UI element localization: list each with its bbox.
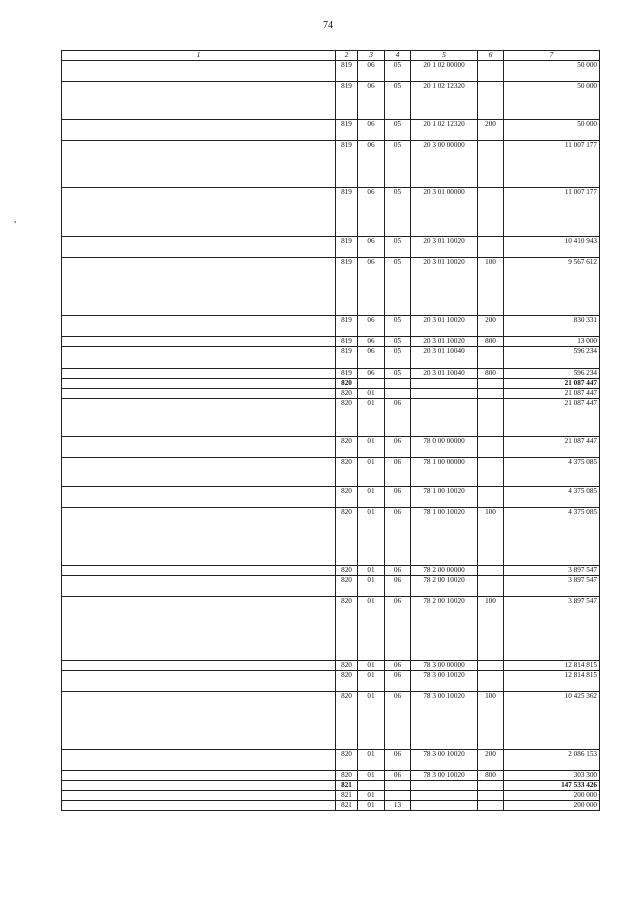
cell-target-article-code [411, 378, 478, 388]
cell-amount: 12 814 815 [504, 670, 600, 691]
cell-subsection-code: 05 [385, 336, 411, 346]
cell-subsection-code: 06 [385, 660, 411, 670]
cell-section-code: 01 [358, 749, 385, 770]
cell-expense-type-code [478, 388, 504, 398]
cell-section-code: 01 [358, 565, 385, 575]
cell-expense-type-code: 200 [478, 315, 504, 336]
cell-expense-type-code [478, 790, 504, 800]
cell-section-code: 06 [358, 336, 385, 346]
cell-description [62, 780, 336, 790]
cell-section-code: 01 [358, 457, 385, 486]
table-row [62, 660, 600, 670]
cell-amount: 50 000 [504, 119, 600, 140]
cell-target-article-code: 78 2 00 10020 [411, 575, 478, 596]
cell-section-code: 01 [358, 660, 385, 670]
cell-department-code: 819 [336, 346, 358, 368]
cell-target-article-code: 78 0 00 00000 [411, 436, 478, 457]
cell-department-code: 819 [336, 368, 358, 378]
cell-subsection-code: 06 [385, 457, 411, 486]
cell-subsection-code: 06 [385, 596, 411, 660]
cell-target-article-code: 20 3 01 10040 [411, 346, 478, 368]
cell-expense-type-code: 100 [478, 596, 504, 660]
cell-target-article-code [411, 800, 478, 810]
cell-description [62, 596, 336, 660]
cell-amount: 200 000 [504, 790, 600, 800]
cell-expense-type-code [478, 457, 504, 486]
table-row [62, 670, 600, 691]
margin-mark: , [14, 214, 17, 224]
cell-target-article-code: 78 3 00 10020 [411, 670, 478, 691]
table-header-row [62, 51, 600, 61]
cell-section-code: 01 [358, 388, 385, 398]
cell-target-article-code: 78 3 00 00000 [411, 660, 478, 670]
header-col-3: 3 [358, 51, 385, 61]
cell-description [62, 790, 336, 800]
table-row [62, 81, 600, 119]
cell-section-code: 06 [358, 119, 385, 140]
cell-description [62, 457, 336, 486]
cell-amount: 303 300 [504, 770, 600, 780]
table-row [62, 780, 600, 790]
table-row [62, 187, 600, 236]
cell-target-article-code: 20 1 02 12320 [411, 81, 478, 119]
cell-department-code: 820 [336, 575, 358, 596]
cell-expense-type-code [478, 140, 504, 187]
cell-target-article-code: 78 3 00 10020 [411, 770, 478, 780]
cell-subsection-code: 06 [385, 507, 411, 565]
cell-expense-type-code [478, 346, 504, 368]
cell-section-code: 06 [358, 368, 385, 378]
cell-description [62, 507, 336, 565]
cell-section-code: 01 [358, 507, 385, 565]
cell-target-article-code: 78 2 00 10020 [411, 596, 478, 660]
cell-subsection-code: 06 [385, 670, 411, 691]
table-row [62, 346, 600, 368]
header-col-4: 4 [385, 51, 411, 61]
cell-amount: 10 410 943 [504, 236, 600, 257]
cell-amount: 3 897 547 [504, 565, 600, 575]
cell-subsection-code: 06 [385, 398, 411, 436]
header-col-7: 7 [504, 51, 600, 61]
table-row [62, 575, 600, 596]
cell-description [62, 81, 336, 119]
table-row [62, 486, 600, 507]
cell-expense-type-code [478, 436, 504, 457]
cell-description [62, 749, 336, 770]
cell-description [62, 257, 336, 315]
cell-description [62, 346, 336, 368]
cell-amount: 4 375 085 [504, 507, 600, 565]
table-row [62, 790, 600, 800]
cell-target-article-code: 20 3 01 10020 [411, 336, 478, 346]
cell-target-article-code [411, 388, 478, 398]
cell-department-code: 820 [336, 457, 358, 486]
header-col-5: 5 [411, 51, 478, 61]
cell-subsection-code: 05 [385, 257, 411, 315]
cell-department-code: 819 [336, 60, 358, 81]
cell-department-code: 820 [336, 770, 358, 780]
cell-subsection-code: 06 [385, 436, 411, 457]
cell-subsection-code: 05 [385, 346, 411, 368]
table-row [62, 119, 600, 140]
cell-section-code: 01 [358, 575, 385, 596]
table-row [62, 565, 600, 575]
cell-department-code: 820 [336, 436, 358, 457]
cell-section-code: 01 [358, 770, 385, 780]
cell-target-article-code: 20 3 01 10020 [411, 315, 478, 336]
cell-target-article-code: 20 3 01 10040 [411, 368, 478, 378]
cell-department-code: 821 [336, 800, 358, 810]
cell-subsection-code: 05 [385, 60, 411, 81]
cell-section-code: 01 [358, 398, 385, 436]
table-row [62, 60, 600, 81]
cell-subsection-code: 05 [385, 368, 411, 378]
cell-department-code: 820 [336, 596, 358, 660]
table-row [62, 457, 600, 486]
cell-department-code: 819 [336, 257, 358, 315]
cell-expense-type-code [478, 780, 504, 790]
cell-subsection-code: 05 [385, 140, 411, 187]
cell-section-code: 01 [358, 691, 385, 749]
cell-amount: 21 087 447 [504, 398, 600, 436]
cell-department-code: 820 [336, 378, 358, 388]
cell-subsection-code: 06 [385, 565, 411, 575]
cell-subsection-code: 05 [385, 236, 411, 257]
cell-department-code: 820 [336, 388, 358, 398]
cell-expense-type-code [478, 575, 504, 596]
cell-description [62, 60, 336, 81]
cell-expense-type-code [478, 187, 504, 236]
cell-amount: 200 000 [504, 800, 600, 810]
cell-amount: 596 234 [504, 346, 600, 368]
cell-section-code [358, 378, 385, 388]
cell-expense-type-code: 200 [478, 749, 504, 770]
table-row [62, 336, 600, 346]
cell-department-code: 820 [336, 749, 358, 770]
budget-table [61, 50, 600, 811]
header-col-2: 2 [336, 51, 358, 61]
cell-section-code: 06 [358, 315, 385, 336]
cell-target-article-code [411, 398, 478, 436]
table-row [62, 749, 600, 770]
cell-description [62, 486, 336, 507]
cell-amount: 4 375 085 [504, 457, 600, 486]
cell-department-code: 821 [336, 790, 358, 800]
cell-target-article-code: 78 2 00 00000 [411, 565, 478, 575]
cell-subsection-code: 05 [385, 315, 411, 336]
cell-subsection-code [385, 790, 411, 800]
cell-expense-type-code: 800 [478, 770, 504, 780]
table-row [62, 436, 600, 457]
table-row [62, 257, 600, 315]
cell-target-article-code: 78 1 00 00000 [411, 457, 478, 486]
cell-amount: 9 567 612 [504, 257, 600, 315]
cell-amount: 13 000 [504, 336, 600, 346]
cell-department-code: 820 [336, 670, 358, 691]
cell-expense-type-code [478, 800, 504, 810]
cell-target-article-code: 20 3 00 00000 [411, 140, 478, 187]
cell-section-code: 06 [358, 81, 385, 119]
cell-expense-type-code [478, 60, 504, 81]
header-col-1: 1 [62, 51, 336, 61]
cell-expense-type-code [478, 378, 504, 388]
cell-amount: 50 000 [504, 60, 600, 81]
cell-amount: 3 897 547 [504, 575, 600, 596]
cell-department-code: 820 [336, 486, 358, 507]
cell-subsection-code [385, 378, 411, 388]
cell-target-article-code: 78 3 00 10020 [411, 749, 478, 770]
table-row [62, 398, 600, 436]
cell-section-code: 06 [358, 236, 385, 257]
cell-description [62, 140, 336, 187]
cell-target-article-code [411, 780, 478, 790]
table-row [62, 368, 600, 378]
cell-subsection-code: 06 [385, 691, 411, 749]
cell-expense-type-code: 800 [478, 336, 504, 346]
cell-expense-type-code [478, 670, 504, 691]
cell-description [62, 378, 336, 388]
cell-amount: 21 087 447 [504, 388, 600, 398]
cell-subsection-code: 06 [385, 770, 411, 780]
cell-department-code: 820 [336, 565, 358, 575]
cell-section-code: 06 [358, 187, 385, 236]
cell-subsection-code [385, 388, 411, 398]
cell-expense-type-code [478, 236, 504, 257]
cell-expense-type-code: 100 [478, 691, 504, 749]
cell-subsection-code: 06 [385, 575, 411, 596]
cell-department-code: 819 [336, 187, 358, 236]
cell-department-code: 819 [336, 140, 358, 187]
cell-target-article-code: 78 3 00 10020 [411, 691, 478, 749]
cell-description [62, 336, 336, 346]
cell-expense-type-code: 200 [478, 119, 504, 140]
table-row [62, 236, 600, 257]
header-col-6: 6 [478, 51, 504, 61]
cell-amount: 11 007 177 [504, 187, 600, 236]
cell-description [62, 800, 336, 810]
cell-description [62, 398, 336, 436]
cell-description [62, 315, 336, 336]
cell-description [62, 670, 336, 691]
cell-amount: 830 331 [504, 315, 600, 336]
cell-amount: 2 086 153 [504, 749, 600, 770]
cell-section-code: 01 [358, 486, 385, 507]
cell-amount: 12 814 815 [504, 660, 600, 670]
cell-target-article-code: 78 1 00 10020 [411, 507, 478, 565]
cell-section-code: 01 [358, 596, 385, 660]
table-row [62, 388, 600, 398]
cell-department-code: 820 [336, 507, 358, 565]
cell-department-code: 819 [336, 236, 358, 257]
table-row [62, 315, 600, 336]
cell-section-code: 06 [358, 60, 385, 81]
cell-amount: 4 375 085 [504, 486, 600, 507]
cell-department-code: 819 [336, 315, 358, 336]
cell-department-code: 820 [336, 660, 358, 670]
table-row [62, 691, 600, 749]
cell-amount: 50 000 [504, 81, 600, 119]
cell-description [62, 575, 336, 596]
cell-target-article-code: 20 1 02 12320 [411, 119, 478, 140]
cell-department-code: 820 [336, 691, 358, 749]
page-number: 74 [323, 20, 333, 31]
cell-expense-type-code [478, 660, 504, 670]
cell-amount: 147 533 426 [504, 780, 600, 790]
cell-target-article-code: 20 3 01 10020 [411, 236, 478, 257]
table-row [62, 596, 600, 660]
cell-section-code: 01 [358, 790, 385, 800]
cell-department-code: 819 [336, 119, 358, 140]
cell-amount: 3 897 547 [504, 596, 600, 660]
cell-target-article-code: 20 3 01 10020 [411, 257, 478, 315]
table-row [62, 378, 600, 388]
cell-target-article-code [411, 790, 478, 800]
cell-department-code: 819 [336, 81, 358, 119]
cell-description [62, 119, 336, 140]
cell-target-article-code: 20 1 02 00000 [411, 60, 478, 81]
cell-expense-type-code: 100 [478, 257, 504, 315]
cell-subsection-code: 05 [385, 81, 411, 119]
cell-description [62, 368, 336, 378]
cell-description [62, 770, 336, 780]
cell-amount: 11 007 177 [504, 140, 600, 187]
cell-section-code: 01 [358, 800, 385, 810]
cell-expense-type-code: 800 [478, 368, 504, 378]
table-row [62, 140, 600, 187]
cell-subsection-code [385, 780, 411, 790]
cell-subsection-code: 05 [385, 119, 411, 140]
cell-description [62, 691, 336, 749]
cell-description [62, 436, 336, 457]
cell-subsection-code: 06 [385, 749, 411, 770]
cell-description [62, 236, 336, 257]
cell-subsection-code: 13 [385, 800, 411, 810]
table-row [62, 507, 600, 565]
cell-section-code: 01 [358, 436, 385, 457]
cell-section-code: 01 [358, 670, 385, 691]
cell-amount: 10 425 362 [504, 691, 600, 749]
cell-target-article-code: 78 1 00 10020 [411, 486, 478, 507]
cell-expense-type-code [478, 565, 504, 575]
cell-expense-type-code [478, 398, 504, 436]
cell-subsection-code: 05 [385, 187, 411, 236]
cell-target-article-code: 20 3 01 00000 [411, 187, 478, 236]
cell-description [62, 187, 336, 236]
cell-department-code: 819 [336, 336, 358, 346]
cell-expense-type-code [478, 81, 504, 119]
cell-description [62, 565, 336, 575]
cell-section-code: 06 [358, 140, 385, 187]
cell-expense-type-code [478, 486, 504, 507]
cell-amount: 596 234 [504, 368, 600, 378]
cell-description [62, 660, 336, 670]
cell-description [62, 388, 336, 398]
cell-amount: 21 087 447 [504, 378, 600, 388]
table-row [62, 770, 600, 780]
cell-subsection-code: 06 [385, 486, 411, 507]
cell-department-code: 820 [336, 398, 358, 436]
cell-amount: 21 087 447 [504, 436, 600, 457]
cell-expense-type-code: 100 [478, 507, 504, 565]
cell-section-code [358, 780, 385, 790]
cell-section-code: 06 [358, 346, 385, 368]
table-row [62, 800, 600, 810]
cell-section-code: 06 [358, 257, 385, 315]
cell-department-code: 821 [336, 780, 358, 790]
